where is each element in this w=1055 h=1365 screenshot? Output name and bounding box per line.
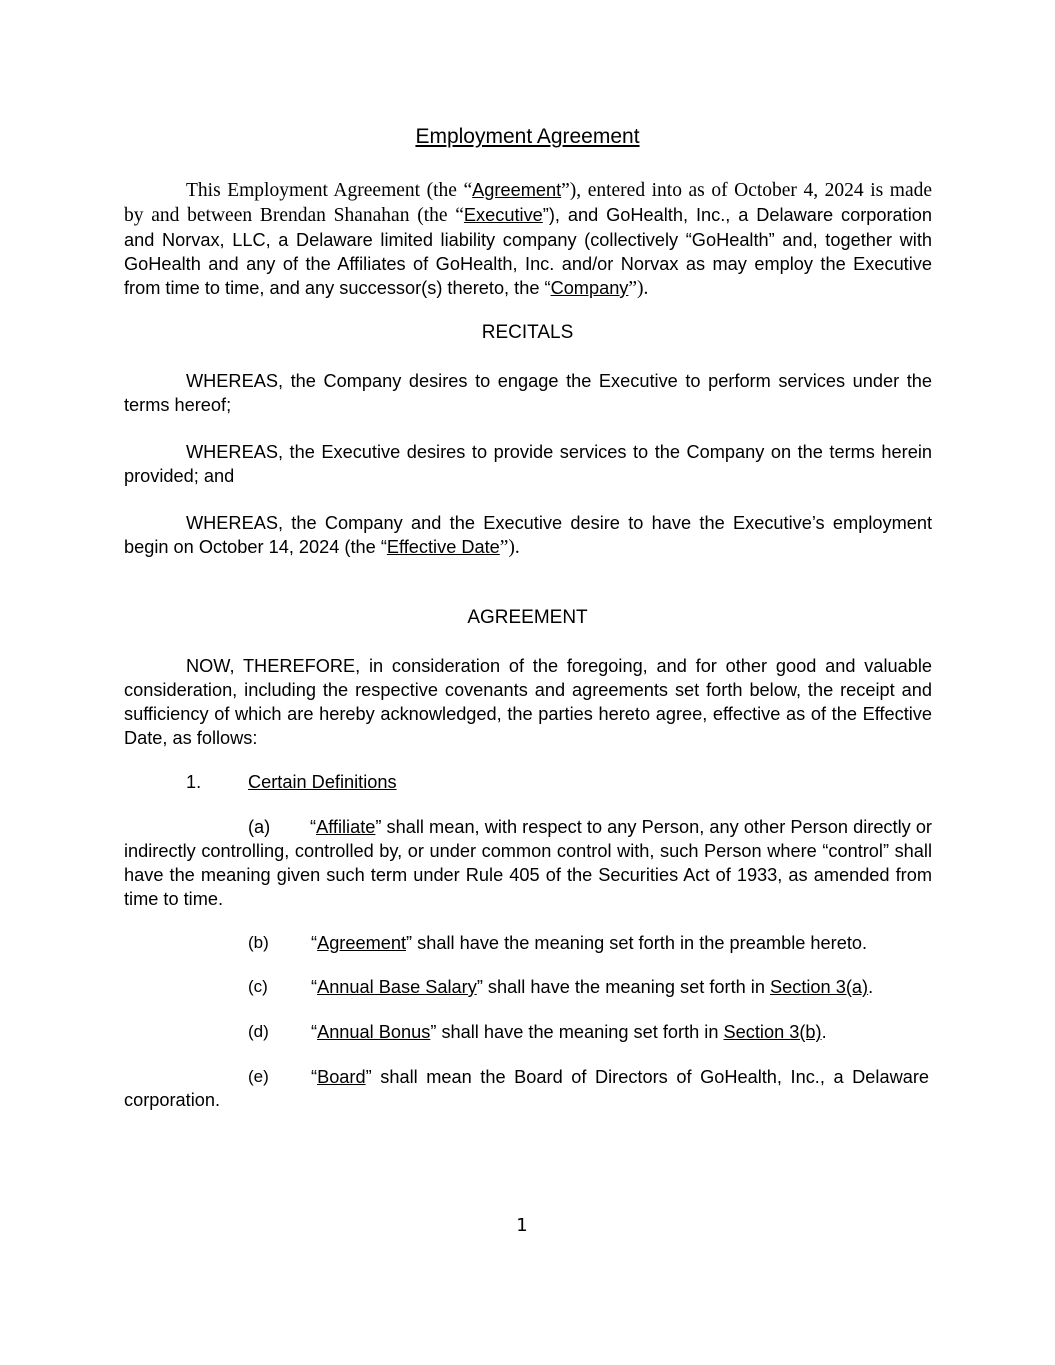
defined-term: Agreement	[317, 933, 407, 953]
definition-board-continuation: corporation.	[124, 1090, 221, 1110]
recital-paragraph: WHEREAS, the Company and the Executive desire to have the Executive’s employment begin on October 14, 2024 (the “Effective Date”).	[124, 513, 932, 558]
defined-term-effective-date: Effective Date	[386, 537, 500, 557]
definition-annual-base-salary: “Annual Base Salary” shall have the meaning set forth in Section 3(a).	[311, 977, 874, 997]
defined-term: Annual Bonus	[317, 1022, 431, 1042]
preamble-paragraph: This Employment Agreement (the “Agreement”), entered into as of October 4, 2024 is made by and between Brendan Shanahan (the “Executive”), and GoHealth, Inc., a Delaware corporation and Norvax, LLC, a Delaware limited liability company (collectively “GoHealth” and, together with GoHealth and any of the Affiliates of GoHealth, Inc. and/or Norvax as may employ the Executive from time to time, and any successor(s) thereto, the “Company”).	[124, 180, 932, 299]
section-reference-link[interactable]: Section 3(a)	[770, 977, 869, 997]
section-title: Certain Definitions	[248, 772, 397, 792]
section-number: 1.	[186, 772, 202, 792]
recitals-heading: RECITALS	[481, 322, 574, 343]
definition-marker: (d)	[248, 1022, 269, 1041]
defined-term-agreement: Agreement	[472, 180, 562, 200]
definition-annual-bonus: “Annual Bonus” shall have the meaning set forth in Section 3(b).	[311, 1022, 827, 1042]
defined-term: Annual Base Salary	[317, 977, 477, 997]
definition-board: “Board” shall mean the Board of Directors of GoHealth, Inc., a Delaware	[311, 1067, 929, 1087]
page-number: 1	[516, 1215, 528, 1236]
defined-term-company: Company	[550, 278, 629, 298]
document-title: Employment Agreement	[415, 125, 640, 148]
definition-marker: (e)	[248, 1067, 269, 1086]
defined-term: Affiliate	[316, 817, 376, 837]
defined-term-executive: Executive	[463, 205, 543, 225]
defined-term: Board	[317, 1067, 366, 1087]
definition-affiliate: (a) “Affiliate” shall mean, with respect to any Person, any other Person directly or indirectly controlling, controlled by, or under common control with, such Person where “control” shall have the meaning given such term under Rule 405 of the Securities Act of 1933, as amended from time to time.	[124, 817, 932, 909]
definition-marker: (b)	[248, 933, 269, 952]
section-reference-link[interactable]: Section 3(b)	[723, 1022, 822, 1042]
definition-agreement: “Agreement” shall have the meaning set forth in the preamble hereto.	[311, 933, 868, 953]
definition-marker: (c)	[248, 977, 268, 996]
recital-paragraph: WHEREAS, the Executive desires to provide services to the Company on the terms herein provided; and	[124, 442, 932, 486]
recital-paragraph: WHEREAS, the Company desires to engage the Executive to perform services under the terms hereof;	[124, 371, 932, 415]
agreement-heading: AGREEMENT	[467, 607, 588, 628]
definition-marker: (a)	[248, 817, 271, 837]
now-therefore-paragraph: NOW, THEREFORE, in consideration of the foregoing, and for other good and valuable consideration, including the respective covenants and agreements set forth below, the receipt and sufficiency of which are hereby acknowledged, the parties hereto agree, effective as of the Effective Date, as follows:	[124, 656, 932, 748]
